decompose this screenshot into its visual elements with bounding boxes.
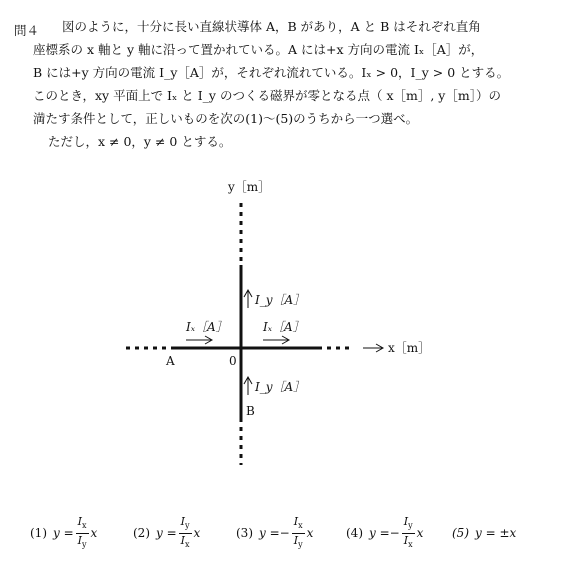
y-axis-label: y［m］ (228, 180, 271, 194)
fraction-denominator: $I_y$ (293, 533, 303, 549)
fraction-numerator: $I_x$ (76, 515, 89, 533)
current-label-iy-upper: I_y［A］ (255, 293, 306, 307)
choice-3[interactable] (236, 510, 313, 556)
choice-number: (3) (236, 526, 253, 540)
choice-5-text: (5) (452, 526, 469, 540)
fraction-numerator: $I_y$ (179, 515, 192, 533)
current-label-ix-left: Iₓ［A］ (186, 320, 228, 334)
choice-5[interactable] (452, 510, 516, 556)
choice-sign: − (389, 526, 400, 540)
choice-lhs: y = (369, 526, 390, 540)
choice-lhs: y = (156, 526, 177, 540)
fraction-numerator: $I_x$ (292, 515, 305, 533)
question-line-3: B には+y 方向の電流 I_y［A］が，それぞれ流れている。Iₓ > 0，I_y > 0 とする。 (33, 65, 510, 80)
fraction-denominator: $I_x$ (403, 533, 413, 549)
fraction-denominator: $I_y$ (77, 533, 87, 549)
choice-fraction (402, 515, 415, 550)
conductor-diagram (0, 175, 573, 475)
choice-2[interactable] (133, 510, 200, 556)
fraction-numerator: $I_y$ (402, 515, 415, 533)
choice-lhs: y = (259, 526, 280, 540)
choice-tail: x (193, 526, 201, 540)
conductor-b-label: B (246, 404, 255, 418)
question-line-1: 図のように，十分に長い直線状導体 A，B があり，A と B はそれぞれ直角 (62, 19, 481, 34)
choice-tail: x (306, 526, 314, 540)
question-number: 問４ (14, 23, 40, 38)
x-axis-label: x［m］ (388, 341, 431, 355)
question-line-6: ただし，x ≠ 0，y ≠ 0 とする。 (48, 134, 232, 149)
choice-sign: − (279, 526, 290, 540)
choice-number: (2) (133, 526, 150, 540)
fraction-denominator: $I_x$ (180, 533, 190, 549)
choice-fraction (179, 515, 192, 550)
choice-number: (1) (30, 526, 47, 540)
origin-label: 0 (229, 354, 237, 368)
choice-fraction (292, 515, 305, 550)
choice-4[interactable] (346, 510, 423, 556)
choice-tail: x (416, 526, 424, 540)
conductor-a-label: A (166, 354, 175, 368)
choice-lhs: y = (53, 526, 74, 540)
question-line-2: 座標系の x 軸と y 軸に沿って置かれている。A には+x 方向の電流 Iₓ［A］が， (33, 42, 484, 57)
choice-fraction (76, 515, 89, 550)
choice-5-formula: y = ±x (475, 526, 517, 540)
question-line-4: このとき，xy 平面上で Iₓ と I_y のつくる磁界が零となる点（ x［m］, y［m］）の (33, 88, 501, 103)
choice-tail: x (90, 526, 98, 540)
choice-number: (4) (346, 526, 363, 540)
current-label-ix-right: Iₓ［A］ (263, 320, 305, 334)
choice-1[interactable] (30, 510, 97, 556)
answer-choices (0, 510, 573, 560)
question-line-5: 満たす条件として，正しいものを次の(1)〜(5)のうちから一つ選べ。 (33, 111, 419, 126)
current-label-iy-lower: I_y［A］ (255, 380, 306, 394)
